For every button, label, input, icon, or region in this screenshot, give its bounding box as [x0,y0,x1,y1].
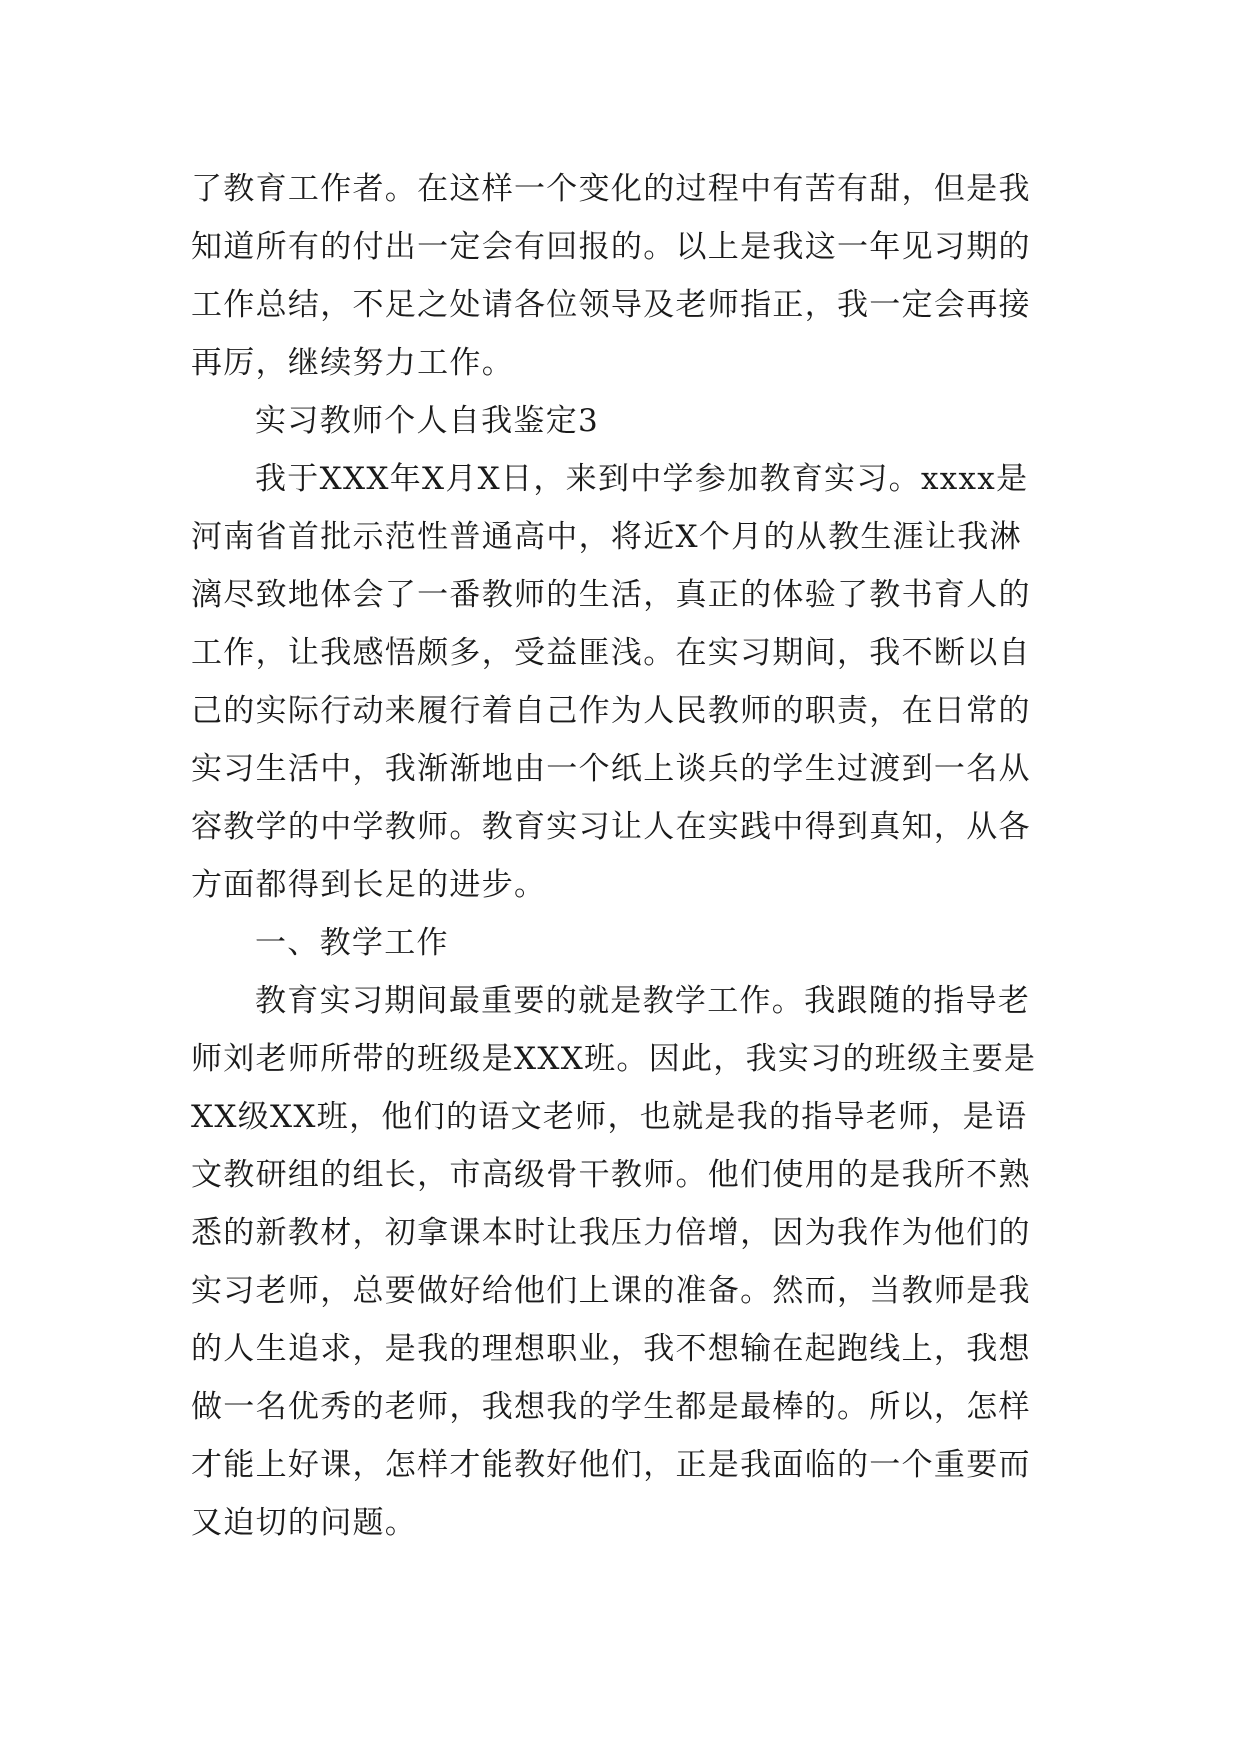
text-line: 做一名优秀的老师，我想我的学生都是最棒的。所以，怎样 [191,1389,1031,1425]
text-line: 又迫切的问题。 [191,1505,418,1541]
text-line: 方面都得到长足的进步。 [191,867,547,903]
text-line: 工作，让我感悟颇多，受益匪浅。在实习期间，我不断以自 [191,635,1031,671]
text-line: 工作总结，不足之处请各位领导及老师指正，我一定会再接 [191,287,1031,323]
paragraph-intro [191,450,1061,914]
text-line: 师刘老师所带的班级是XXX班。因此，我实习的班级主要是 [191,1041,1037,1077]
text-line: 悉的新教材，初拿课本时让我压力倍增，因为我作为他们的 [191,1215,1031,1251]
text-line: 漓尽致地体会了一番教师的生活，真正的体验了教书育人的 [191,577,1031,613]
text-line: 容教学的中学教师。教育实习让人在实践中得到真知，从各 [191,809,1031,845]
text-line: 知道所有的付出一定会有回报的。以上是我这一年见习期的 [191,229,1031,265]
text-line: 我于XXX年X月X日，来到中学参加教育实习。xxxx是 [255,461,1029,497]
section-heading [191,392,1061,450]
text-line: 的人生追求，是我的理想职业，我不想输在起跑线上，我想 [191,1331,1031,1367]
section-heading-text: 实习教师个人自我鉴定3 [255,403,600,439]
text-line: XX级XX班，他们的语文老师，也就是我的指导老师，是语 [191,1099,1028,1135]
text-line: 文教研组的组长，市高级骨干教师。他们使用的是我所不熟 [191,1157,1031,1193]
text-line: 了教育工作者。在这样一个变化的过程中有苦有甜，但是我 [191,171,1031,207]
subsection-heading-text: 一、教学工作 [255,925,449,961]
text-line: 教育实习期间最重要的就是教学工作。我跟随的指导老 [255,983,1031,1019]
subsection-heading [191,914,1061,972]
text-line: 实习生活中，我渐渐地由一个纸上谈兵的学生过渡到一名从 [191,751,1031,787]
text-line: 实习老师，总要做好给他们上课的准备。然而，当教师是我 [191,1273,1031,1309]
text-line: 己的实际行动来履行着自己作为人民教师的职责，在日常的 [191,693,1031,729]
text-line: 才能上好课，怎样才能教好他们，正是我面临的一个重要而 [191,1447,1031,1483]
paragraph-continuation [191,160,1061,392]
text-line: 河南省首批示范性普通高中，将近X个月的从教生涯让我淋 [191,519,1022,555]
text-line: 再厉，继续努力工作。 [191,345,514,381]
document-body [191,160,1061,1552]
paragraph-teaching [191,972,1061,1552]
